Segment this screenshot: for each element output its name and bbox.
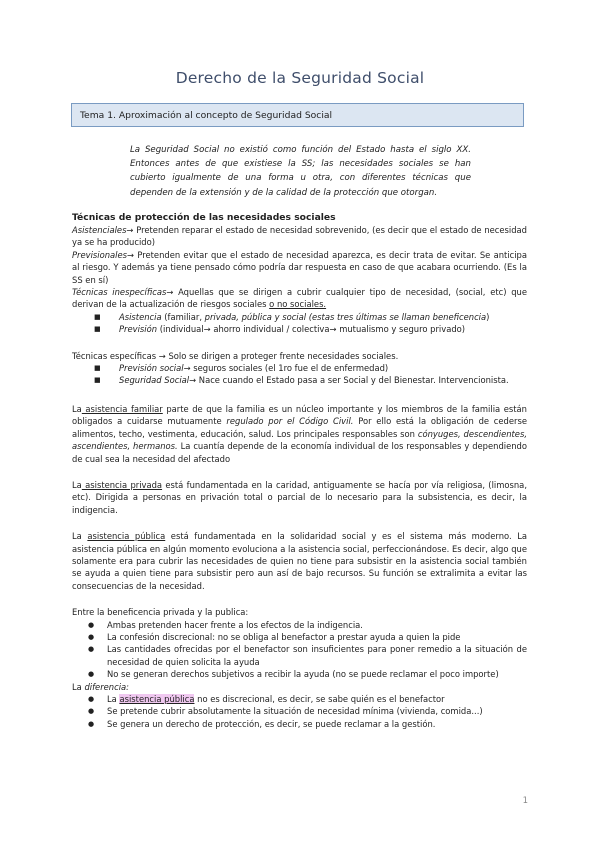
- document-title: Derecho de la Seguridad Social: [175, 69, 425, 87]
- text-asistenciales: Pretenden reparar el estado de necesidad sobrevenido, (es decir que el estado de necesidad ya se ha producido): [72, 225, 527, 248]
- term-asistencia: Asistencia: [119, 311, 162, 322]
- list-item: ■ Asistencia (familiar, privada, pública y social (estas tres últimas se llaman beneficencia): [72, 311, 527, 323]
- paragraph-asistencia-familiar: La asistencia familiar parte de que la familia es un núcleo importante y los miembros de la familia están obligados a cuidarse mutuamente regulado por el Código Civil. Por ello está la obligación de cederse alimentos, techo, vestimenta, educación, salud. Los principales responsables son cónyuges, descendientes, ascendientes, hermanos. La cuantía depende de la economía individual de los responsables y dependiendo de cual sea la necesidad del afectado: [72, 403, 527, 464]
- list-item: ■ Seguridad Social→ Nace cuando el Estado pasa a ser Social y del Bienestar. Intervencionista.: [72, 374, 527, 386]
- paragraph-beneficencia: Entre la beneficencia privada y la publica:: [72, 607, 249, 618]
- paragraph-especificas: Técnicas específicas → Solo se dirigen a proteger frente necesidades sociales.: [72, 350, 399, 361]
- term-asistencia-familiar: asistencia familiar: [81, 403, 163, 414]
- text-inespecificas: Aquellas que se dirigen a cubrir cualquier tipo de necesidad, (social, etc) que derivan de la actualización de riesgos sociales: [72, 287, 527, 310]
- text-inespecificas-underlined: o no sociales.: [269, 299, 327, 310]
- term-inespecificas: Técnicas inespecíficas→: [72, 287, 174, 298]
- topic-box: Tema 1. Aproximación al concepto de Seguridad Social: [71, 103, 524, 127]
- term-asistencia-publica: asistencia pública: [87, 531, 166, 542]
- list-item: ● Se genera un derecho de protección, es decir, se puede reclamar a la gestión.: [72, 718, 527, 730]
- list-item: ● La confesión discrecional: no se obliga al benefactor a prestar ayuda a quien la pide: [72, 631, 527, 643]
- paragraph-asistencia-privada: La asistencia privada está fundamentada en la caridad, antiguamente se hacía por vía religiosa, (limosna, etc). Dirigida a personas en privación total o parcial de lo necesario para la subsistencia, es decir, la indigencia.: [72, 479, 527, 515]
- section-heading: Técnicas de protección de las necesidades sociales: [72, 212, 336, 223]
- term-previsionales: Previsionales→: [72, 249, 135, 260]
- list-item: ● Se pretende cubrir absolutamente la situación de necesidad mínima (vivienda, comida...): [72, 705, 527, 717]
- especificas-list: [72, 362, 527, 387]
- list-item: ■ Previsión social→ seguros sociales (el 1ro fue el de enfermedad): [72, 362, 527, 374]
- paragraph-inespecificas: [72, 286, 527, 311]
- term-diferencia: diferencia:: [84, 681, 130, 692]
- inespecificas-list: [72, 311, 527, 336]
- paragraph-previsionales: [72, 249, 527, 286]
- list-item: ● Las cantidades ofrecidas por el benefactor son insuficientes para poner remedio a la situación de necesidad de quien solicita la ayuda: [72, 643, 527, 668]
- list-item: ■ Previsión (individual→ ahorro individual / colectiva→ mutualismo y seguro privado): [72, 323, 527, 335]
- highlighted-text: asistencia pública: [119, 694, 195, 704]
- paragraph-asistenciales: [72, 224, 527, 249]
- asistencia-types: privada, pública y social: [204, 311, 307, 322]
- list-item: ● La asistencia pública no es discrecional, es decir, se sabe quién es el benefactor: [72, 693, 527, 705]
- list-item: ● Ambas pretenden hacer frente a los efectos de la indigencia.: [72, 619, 527, 631]
- list-item: ● No se generan derechos subjetivos a recibir la ayuda (no se puede reclamar el poco importe): [72, 668, 527, 680]
- term-prevision: Previsión: [119, 324, 158, 335]
- document-body: [72, 209, 527, 730]
- intro-quote: La Seguridad Social no existió como función del Estado hasta el siglo XX. Entonces antes de que existiese la SS; las necesidades sociales se han cubierto igualmente de una forma u otra, con diferentes técnicas que dependen de la extensión y de la calidad de la protección que otorgan.: [130, 145, 471, 198]
- paragraph-diferencia: La diferencia:: [72, 681, 130, 692]
- diferencia-list: [72, 693, 527, 730]
- term-asistencia-privada: asistencia privada: [81, 479, 163, 490]
- term-asistenciales: Asistenciales→: [72, 225, 134, 235]
- paragraph-asistencia-publica: La asistencia pública está fundamentada en la solidaridad social y es el sistema más moderno. La asistencia pública en algún momento evoluciona a la asistencia social, perfeccionándose. Es decir, algo que solamente era para cubrir las necesidades de quien no tiene para subsistir en la asistencia social también se ayuda a quien tiene para subsistir pero aun así de bajo recursos. Su función se extralimita a evitar las consecuencias de la necesidad.: [72, 531, 527, 591]
- term-prevision-social: Previsión social→: [119, 363, 191, 374]
- term-seguridad-social: Seguridad Social→: [119, 375, 197, 386]
- asistencia-note: (estas tres últimas se llaman beneficencia: [306, 311, 487, 322]
- beneficencia-list: [72, 619, 527, 681]
- text-previsionales: Pretenden evitar que el estado de necesidad aparezca, es decir trata de evitar. Se anticipa al riesgo. Y además ya tiene pensado cómo podría dar respuesta en caso de que acabara ocurriendo. (Es la SS en sí): [72, 249, 527, 285]
- page-number: 1: [522, 796, 528, 806]
